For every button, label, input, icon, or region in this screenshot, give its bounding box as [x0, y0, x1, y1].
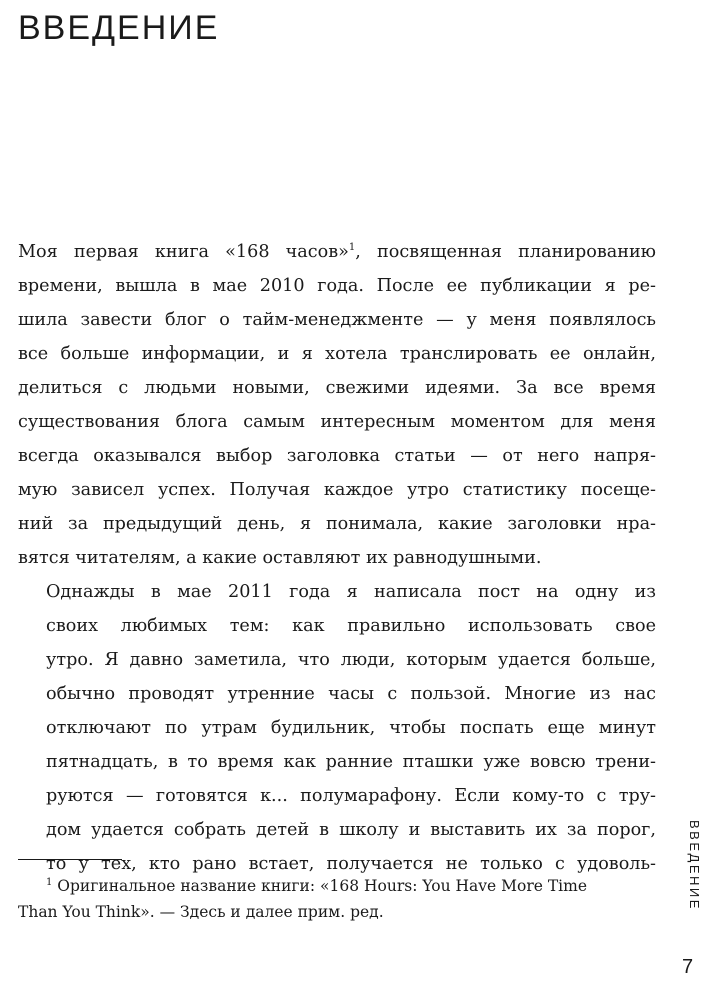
text-line: руются — готовятся к... полумарафону. Если кому-то с тру- — [46, 786, 656, 806]
footnote-line: Than You Think». — Здесь и далее прим. ред. — [18, 903, 384, 921]
footnote-line — [18, 873, 668, 899]
text-line: утро. Я давно заметила, что люди, которым удается больше, — [46, 650, 656, 670]
text-line: шила завести блог о тайм-менеджменте — у меня появлялось — [18, 310, 656, 330]
text-line: то у тех, кто рано встает, получается не только с удоволь- — [46, 854, 656, 874]
text-line: существования блога самым интересным моментом для меня — [18, 412, 656, 432]
paragraph-1 — [18, 235, 656, 575]
text-line: всегда оказывался выбор заголовка статьи — от него напря- — [18, 446, 656, 466]
text-line: отключают по утрам будильник, чтобы поспать еще минут — [46, 718, 656, 738]
text-line: вятся читателям, а какие оставляют их равнодушными. — [18, 548, 542, 568]
running-head: ВВЕДЕНИЕ — [687, 820, 702, 911]
footnote — [18, 873, 668, 925]
text-line — [18, 235, 656, 269]
text-line: все больше информации, и я хотела транслировать ее онлайн, — [18, 344, 656, 364]
text-line: делиться с людьми новыми, свежими идеями. За все время — [18, 378, 656, 398]
footnote-marker: 1 — [46, 876, 53, 888]
paragraph-2 — [18, 575, 656, 881]
chapter-heading: ВВЕДЕНИЕ — [18, 9, 220, 47]
text-line: мую зависел успех. Получая каждое утро статистику посеще- — [18, 480, 656, 500]
footnote-text: Оригинальное название книги: «168 Hours: You Have More Time — [52, 877, 587, 895]
text-line: Однажды в мае 2011 года я написала пост на одну из — [46, 582, 656, 602]
text-line: дом удается собрать детей в школу и выставить их за порог, — [46, 820, 656, 840]
text-line: ний за предыдущий день, я понимала, какие заголовки нра- — [18, 514, 656, 534]
page-number: 7 — [682, 956, 694, 978]
text-segment: , посвященная планированию — [355, 242, 656, 262]
text-line: пятнадцать, в то время как ранние пташки уже вовсю трени- — [46, 752, 656, 772]
text-segment: Моя первая книга «168 часов» — [18, 242, 349, 262]
body-text — [18, 235, 656, 881]
footnote-reference[interactable]: 1 — [348, 242, 356, 254]
text-line: обычно проводят утренние часы с пользой. Многие из нас — [46, 684, 656, 704]
text-line: своих любимых тем: как правильно использовать свое — [46, 616, 656, 636]
text-line: времени, вышла в мае 2010 года. После ее публикации я ре- — [18, 276, 656, 296]
footnote-divider — [18, 859, 122, 860]
